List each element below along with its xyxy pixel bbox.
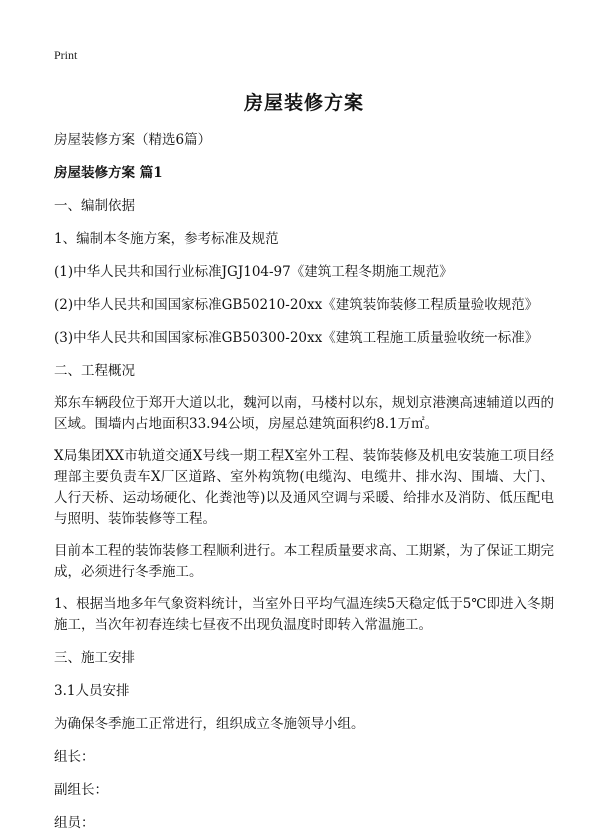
reference-2: (2)中华人民共和国国家标准GB50210-20xx《建筑装饰装修工程质量验收规范》 (54, 297, 539, 313)
item-1: 1、编制本冬施方案，参考标准及规范 (54, 231, 279, 247)
paragraph-4: 1、根据当地多年气象资料统计，当室外日平均气温连续5天稳定低于5℃即进入冬期施工，当次年初春连续七昼夜不出现负温度时即转入常温施工。 (54, 596, 554, 633)
vice-leader-label: 副组长： (54, 782, 108, 798)
heading-3: 三、施工安排 (54, 650, 135, 666)
paragraph-2: X局集团XX市轨道交通X号线一期工程X室外工程、装饰装修及机电安装施工项目经理部主要负责车X厂区道路、室外构筑物(电缆沟、电缆井、排水沟、围墙、大门、人行天桥、运动场硬化、化粪池等)以及通风空调与采暖、给排水及消防、低压配电与照明、装饰装修等工程。 (54, 448, 554, 527)
paragraph-1: 郑东车辆段位于郑开大道以北，魏河以南，马楼村以东，规划京港澳高速辅道以西的区域。围墙内占地面积33.94公顷，房屋总建筑面积约8.1万㎡。 (54, 395, 554, 432)
heading-2: 二、工程概况 (54, 363, 135, 379)
members-label: 组员： (54, 815, 95, 831)
paragraph-3: 目前本工程的装饰装修工程顺利进行。本工程质量要求高、工期紧，为了保证工期完成，必须进行冬季施工。 (54, 543, 554, 580)
section-heading: 房屋装修方案 篇1 (54, 165, 163, 181)
reference-3: (3)中华人民共和国国家标准GB50300-20xx《建筑工程施工质量验收统一标准》 (54, 330, 539, 346)
leader-label: 组长： (54, 749, 95, 765)
item-3-1: 3.1人员安排 (54, 683, 130, 699)
document-title: 房屋装修方案 (243, 92, 364, 114)
reference-1: (1)中华人民共和国行业标准JGJ104-97《建筑工程冬期施工规范》 (54, 264, 453, 280)
print-link[interactable]: Print (54, 48, 78, 62)
paragraph-5: 为确保冬季施工正常进行，组织成立冬施领导小组。 (54, 716, 365, 732)
document-subtitle: 房屋装修方案（精选6篇） (54, 132, 212, 148)
heading-1: 一、编制依据 (54, 198, 135, 214)
